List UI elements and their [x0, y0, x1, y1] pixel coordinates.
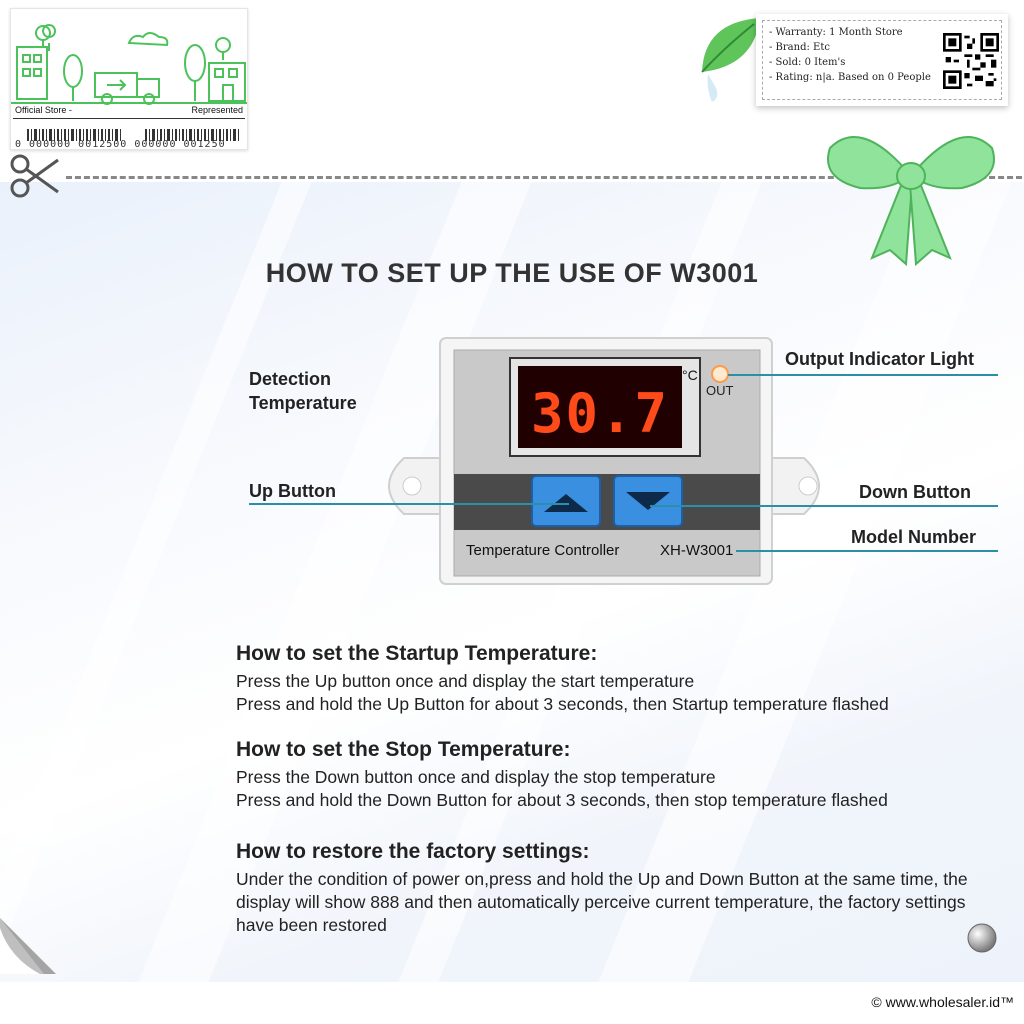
leaf-icon — [694, 12, 764, 108]
info-sold: - Sold: 0 Item's — [769, 57, 846, 68]
info-card-inner — [762, 20, 1002, 100]
store-illustration-icon — [11, 9, 247, 113]
store-label-left: Official Store - — [15, 105, 72, 115]
callout-line-output — [728, 374, 998, 376]
store-card — [10, 8, 248, 150]
up-button[interactable] — [532, 476, 600, 526]
section-startup-line-1: Press the Up button once and display the start temperature — [236, 671, 695, 691]
section-restore-body: Under the condition of power on,press and hold the Up and Down Button at the same time, the display will show 888 and then automatically perceive current temperature, the factory settings have been restored — [236, 869, 968, 935]
callout-line-up — [249, 503, 569, 505]
callout-down-button: Down Button — [859, 482, 971, 502]
callout-line-down — [650, 505, 998, 507]
celsius-unit: °C — [682, 367, 698, 383]
barcode-number: 0 000000 0012500 000000 001250 — [15, 139, 226, 150]
info-rating: - Rating: n|a. Based on 0 People — [769, 72, 931, 83]
section-stop-body — [236, 766, 888, 812]
section-startup-line-2: Press and hold the Up Button for about 3 seconds, then Startup temperature flashed — [236, 694, 889, 714]
page-curl-icon — [0, 918, 56, 974]
callout-model-number: Model Number — [851, 527, 977, 547]
section-stop-title: How to set the Stop Temperature: — [236, 738, 571, 761]
callout-detection-temperature: Detection Temperature — [249, 369, 357, 413]
callout-output-indicator: Output Indicator Light — [785, 349, 974, 369]
scissors-icon — [6, 152, 62, 200]
info-card — [756, 14, 1008, 106]
out-label: OUT — [706, 383, 734, 398]
panel-model-label: XH-W3001 — [660, 542, 734, 559]
copyright-text: © www.wholesaler.id™ — [871, 994, 1014, 1010]
callout-up-button: Up Button — [249, 481, 336, 501]
panel-label: Temperature Controller — [466, 542, 620, 559]
temperature-display: 30.7 — [530, 382, 670, 445]
info-warranty: - Warranty: 1 Month Store — [769, 27, 903, 38]
page-title: HOW TO SET UP THE USE OF W3001 — [265, 258, 759, 288]
section-stop-line-2: Press and hold the Down Button for about 3 seconds, then stop temperature flashed — [236, 790, 888, 810]
info-brand: - Brand: Etc — [769, 42, 830, 53]
down-button[interactable] — [614, 476, 682, 526]
section-startup-title: How to set the Startup Temperature: — [236, 642, 598, 665]
callout-line-model — [736, 550, 998, 552]
store-label-right: Represented — [191, 105, 243, 115]
store-divider — [13, 118, 245, 119]
section-startup-body — [236, 670, 889, 716]
section-restore-title: How to restore the factory settings: — [236, 840, 590, 863]
metal-dot-icon — [966, 922, 998, 954]
section-stop-line-1: Press the Down button once and display the stop temperature — [236, 767, 716, 787]
ribbon-bow-icon — [820, 118, 1002, 268]
qr-code-icon — [943, 33, 999, 89]
